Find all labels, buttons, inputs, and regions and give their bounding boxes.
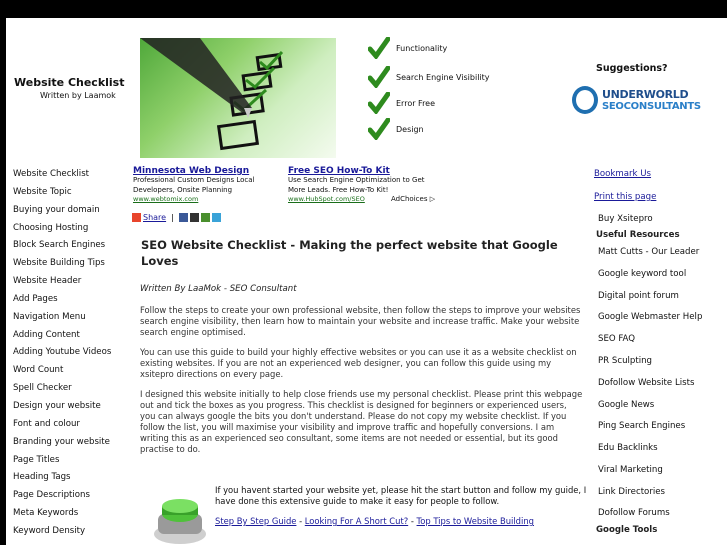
logo-ring-icon <box>572 86 598 114</box>
ad-description: Professional Custom Designs Local Developers, Onsite Planning <box>133 176 255 194</box>
nav-item[interactable]: Adding Content <box>13 329 80 340</box>
share-bar <box>132 213 223 222</box>
nav-item[interactable]: Website Checklist <box>13 169 90 179</box>
guide-links: Step By Step Guide - Looking For A Short Cut? - Top Tips to Website Building <box>215 516 534 526</box>
resource-link[interactable]: Matt Cutts - Our Leader <box>598 247 700 257</box>
checklist-hero-image <box>140 38 336 158</box>
site-title: Website Checklist <box>14 76 125 89</box>
article-paragraph: You can use this guide to build your highly effective websites or you can use it as a website checklist on existing websites. If you are not an experienced web designer, you can follow this guide using my xsitepro directions on every page. <box>140 347 577 379</box>
resource-link[interactable]: Google News <box>598 400 655 410</box>
nav-item[interactable]: Word Count <box>13 365 64 376</box>
nav-item[interactable]: Page Descriptions <box>13 490 90 501</box>
share-icon[interactable] <box>132 213 141 222</box>
nav-item[interactable]: Choosing Hosting <box>13 222 89 233</box>
resource-link[interactable]: Digital point forum <box>598 291 679 301</box>
nav-item[interactable]: Font and colour <box>13 418 80 429</box>
site-byline: Written by Laamok <box>40 91 116 100</box>
resource-link[interactable]: Ping Search Engines <box>598 421 686 431</box>
resource-link[interactable]: Google keyword tool <box>598 269 687 279</box>
nav-item[interactable]: Branding your website <box>13 436 110 447</box>
nav-item[interactable]: Adding Youtube Videos <box>13 347 112 358</box>
checkmark-icon <box>368 118 390 140</box>
share-separator: | <box>171 213 174 222</box>
feature-error-free: Error Free <box>368 92 435 114</box>
top-tips-link[interactable]: Top Tips to Website Building <box>416 516 534 526</box>
resource-link[interactable]: Viral Marketing <box>598 465 663 475</box>
google-icon[interactable] <box>201 213 210 222</box>
nav-item[interactable]: Buying your domain <box>13 204 100 215</box>
underworld-seo-logo[interactable]: UNDERWORLD SEOCONSULTANTS <box>572 86 684 118</box>
useful-resources-heading: Useful Resources <box>596 230 680 240</box>
resource-link[interactable]: Edu Backlinks <box>598 443 658 453</box>
google-tools-heading: Google Tools <box>596 525 658 535</box>
article-paragraph: I designed this website initially to help close friends use my personal checklist. Please print this webpage out and tick the boxes as you progress. This checklist is designed for beginners or experienced users, you can always google the bits you don't understand. Please do not copy my website checklist. If you follow the list, you will maximise your visibility and improve traffic and hopefully conversions. I am writing this as an experienced seo consultant, some items are not needed or essential, but its good practise to do. <box>140 389 583 454</box>
resource-link[interactable]: Link Directories <box>598 487 666 497</box>
share-link[interactable]: Share <box>143 213 167 222</box>
left-nav <box>13 166 111 541</box>
article-title: SEO Website Checklist - Making the perfect website that Google Loves <box>141 238 558 268</box>
nav-item[interactable]: Website Header <box>13 276 82 287</box>
ad-url[interactable]: www.HubSpot.com/SEO <box>288 195 365 203</box>
ad-url[interactable]: www.webtomix.com <box>133 195 199 203</box>
resource-link[interactable]: PR Sculpting <box>598 356 653 366</box>
nav-item[interactable]: Spell Checker <box>13 383 72 394</box>
buy-xsitepro-link[interactable]: Buy Xsitepro <box>598 214 653 224</box>
nav-item[interactable]: Add Pages <box>13 293 58 304</box>
step-by-step-guide-link[interactable]: Step By Step Guide <box>215 516 297 526</box>
bookmark-link[interactable]: Bookmark Us <box>594 169 652 179</box>
feature-design: Design <box>368 118 424 140</box>
nav-item[interactable]: Website Building Tips <box>13 258 105 269</box>
adchoices-icon: ▷ <box>429 195 436 203</box>
page <box>6 18 727 545</box>
nav-item[interactable]: Meta Keywords <box>13 508 79 519</box>
suggestions-label: Suggestions? <box>596 63 668 74</box>
nav-item[interactable]: Website Topic <box>13 186 72 197</box>
resource-link[interactable]: Dofollow Forums <box>598 508 670 518</box>
nav-item[interactable]: Keyword Density <box>13 525 86 536</box>
checkmark-icon <box>368 66 390 88</box>
ad-block[interactable] <box>133 166 283 204</box>
article-paragraph: Follow the steps to create your own professional website, then follow the steps to improve your websites search engine visibility, then learn how to maintain your website and increase traffic. Make your website search engine optimised. <box>140 305 581 337</box>
checkmark-icon <box>368 92 390 114</box>
nav-item[interactable]: Block Search Engines <box>13 240 106 251</box>
resource-link[interactable]: Dofollow Website Lists <box>598 378 695 388</box>
ad-title[interactable]: Minnesota Web Design <box>133 166 250 176</box>
adchoices-link[interactable]: AdChoices ▷ <box>391 195 436 203</box>
myspace-icon[interactable] <box>190 213 199 222</box>
short-cut-link[interactable]: Looking For A Short Cut? <box>304 516 409 526</box>
print-link[interactable]: Print this page <box>594 192 657 202</box>
article-author: Written By LaaMok - SEO Consultant <box>140 284 297 294</box>
facebook-icon[interactable] <box>179 213 188 222</box>
twitter-icon[interactable] <box>212 213 221 222</box>
checkmark-icon <box>368 37 390 59</box>
resource-link[interactable]: SEO FAQ <box>598 334 636 344</box>
feature-search-engine-visibility: Search Engine Visibility <box>368 66 490 88</box>
nav-item[interactable]: Page Titles <box>13 454 60 465</box>
start-button[interactable] <box>152 496 208 545</box>
start-paragraph: If you havent started your website yet, please hit the start button and follow my guide, I have done this extensive guide to make it easy for people to follow. <box>215 485 587 506</box>
ad-description: Use Search Engine Optimization to Get More Leads. Free How-To Kit! <box>288 176 425 194</box>
nav-item[interactable]: Heading Tags <box>13 472 71 483</box>
ad-title[interactable]: Free SEO How-To Kit <box>288 166 390 176</box>
resource-link[interactable]: Google Webmaster Help <box>598 312 703 322</box>
feature-functionality: Functionality <box>368 37 447 59</box>
nav-item[interactable]: Navigation Menu <box>13 311 86 322</box>
nav-item[interactable]: Design your website <box>13 400 101 411</box>
